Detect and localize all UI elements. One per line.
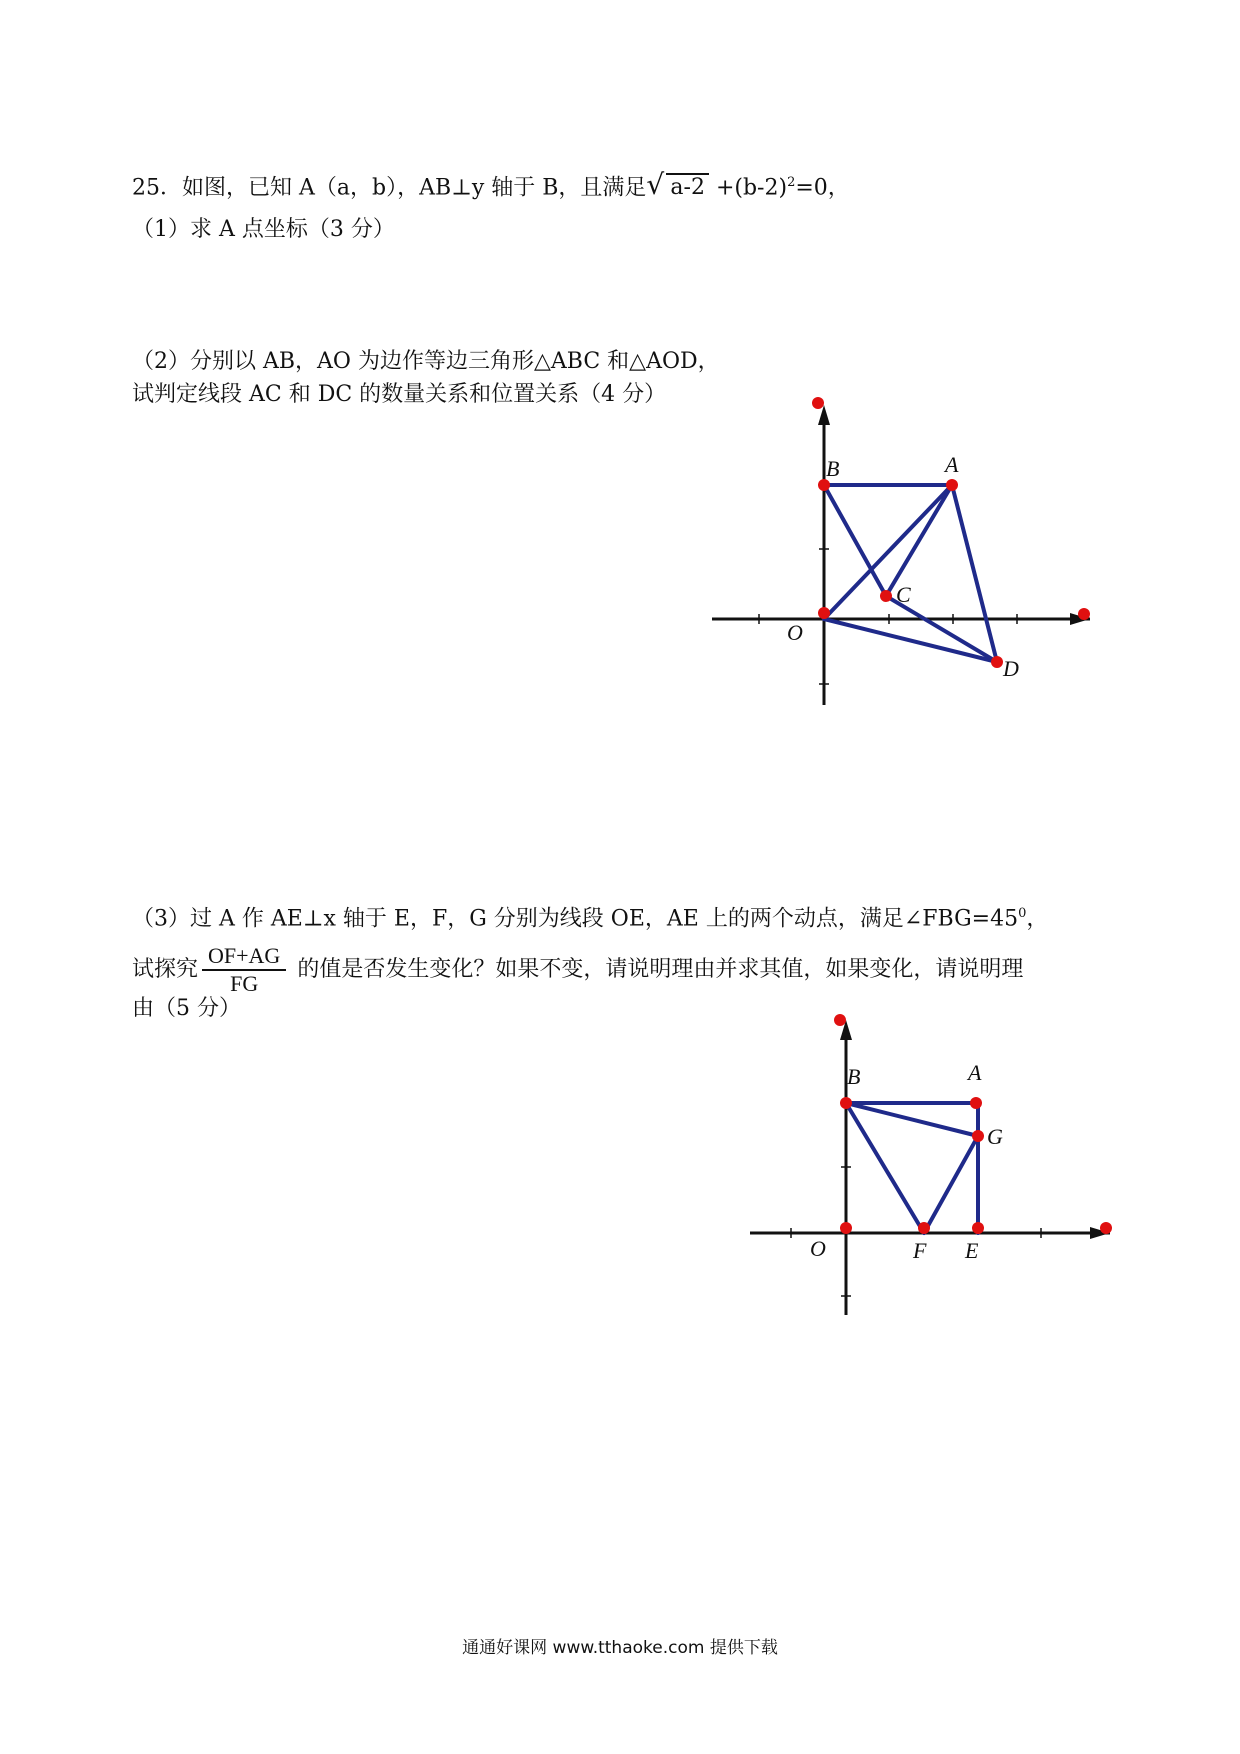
- footer-text: 通通好课网 www.tthaoke.com 提供下载: [462, 1638, 778, 1658]
- segment-fg: [924, 1136, 978, 1233]
- label-d: D: [1003, 656, 1019, 681]
- question-intro: [132, 168, 850, 203]
- intro-suffix-base: +(b-2): [708, 175, 788, 201]
- figure2-axes: [750, 1025, 1110, 1315]
- intro-suffix-end: =0，: [795, 175, 850, 201]
- y-axis-end-point: [812, 397, 824, 409]
- label-b: B: [847, 1064, 861, 1089]
- part3-line3: 由（5 分）: [132, 996, 241, 1021]
- intro-prefix: 25．如图，已知 A（a，b），AB⊥y 轴于 B，且满足: [132, 175, 647, 201]
- label-a: A: [968, 1060, 982, 1085]
- part3-line1-sup: 0: [1018, 906, 1027, 921]
- segment-bg: [846, 1103, 978, 1136]
- part2-line2: 试判定线段 AC 和 DC 的数量关系和位置关系（4 分）: [132, 382, 667, 407]
- segment-od: [824, 619, 997, 662]
- figure2-segments: [846, 1103, 978, 1233]
- figure1-axes: [712, 410, 1090, 705]
- segment-ac: [886, 485, 952, 596]
- fraction-numerator: OF+AG: [202, 943, 286, 971]
- point-a: [970, 1097, 982, 1109]
- point-a: [946, 479, 958, 491]
- segment-bf: [846, 1103, 924, 1233]
- figure1-ticks: [759, 549, 1017, 684]
- point-b: [840, 1097, 852, 1109]
- part2-line1: （2）分别以 AB，AO 为边作等边三角形△ABC 和△AOD，: [132, 349, 720, 374]
- figure1-segments: [824, 485, 997, 662]
- x-axis-end-point: [1100, 1222, 1112, 1234]
- fraction: [202, 943, 286, 997]
- part3-line1-base: （3）过 A 作 AE⊥x 轴于 E，F，G 分别为线段 OE，AE 上的两个动点，满足∠FBG=45: [132, 906, 1019, 932]
- part3-line1-end: ，: [1026, 906, 1049, 932]
- label-g: G: [987, 1124, 1003, 1149]
- point-c: [880, 590, 892, 602]
- point-o: [818, 607, 830, 619]
- sqrt-radicand: a-2: [666, 173, 709, 200]
- part3-line2-prefix: 试探究: [132, 957, 199, 982]
- fraction-denominator: FG: [230, 971, 259, 996]
- figure2: [740, 1010, 1130, 1330]
- figure2-points: [834, 1014, 1112, 1234]
- x-axis-end-point: [1078, 608, 1090, 620]
- label-c: C: [896, 582, 911, 607]
- label-a: A: [945, 452, 959, 477]
- part3-line1: [132, 899, 1048, 934]
- point-f: [918, 1222, 930, 1234]
- intro-suffix-sup: 2: [787, 175, 796, 190]
- figure1: [700, 395, 1100, 715]
- part3-line2: [132, 943, 1023, 997]
- segment-bc: [824, 485, 886, 596]
- point-e: [972, 1222, 984, 1234]
- label-o: O: [810, 1236, 826, 1261]
- label-f: F: [913, 1238, 927, 1263]
- point-d: [991, 656, 1003, 668]
- label-e: E: [965, 1238, 979, 1263]
- sqrt-expression: [646, 168, 709, 203]
- radical-icon: √: [646, 168, 665, 202]
- label-b: B: [826, 456, 840, 481]
- y-axis-end-point: [834, 1014, 846, 1026]
- part1-text: （1）求 A 点坐标（3 分）: [132, 217, 395, 242]
- segment-ad: [952, 485, 997, 662]
- point-g: [972, 1130, 984, 1142]
- point-o: [840, 1222, 852, 1234]
- part3-line2-suffix: 的值是否发生变化？如果不变，请说明理由并求其值，如果变化，请说明理: [290, 957, 1024, 982]
- label-o: O: [787, 620, 803, 645]
